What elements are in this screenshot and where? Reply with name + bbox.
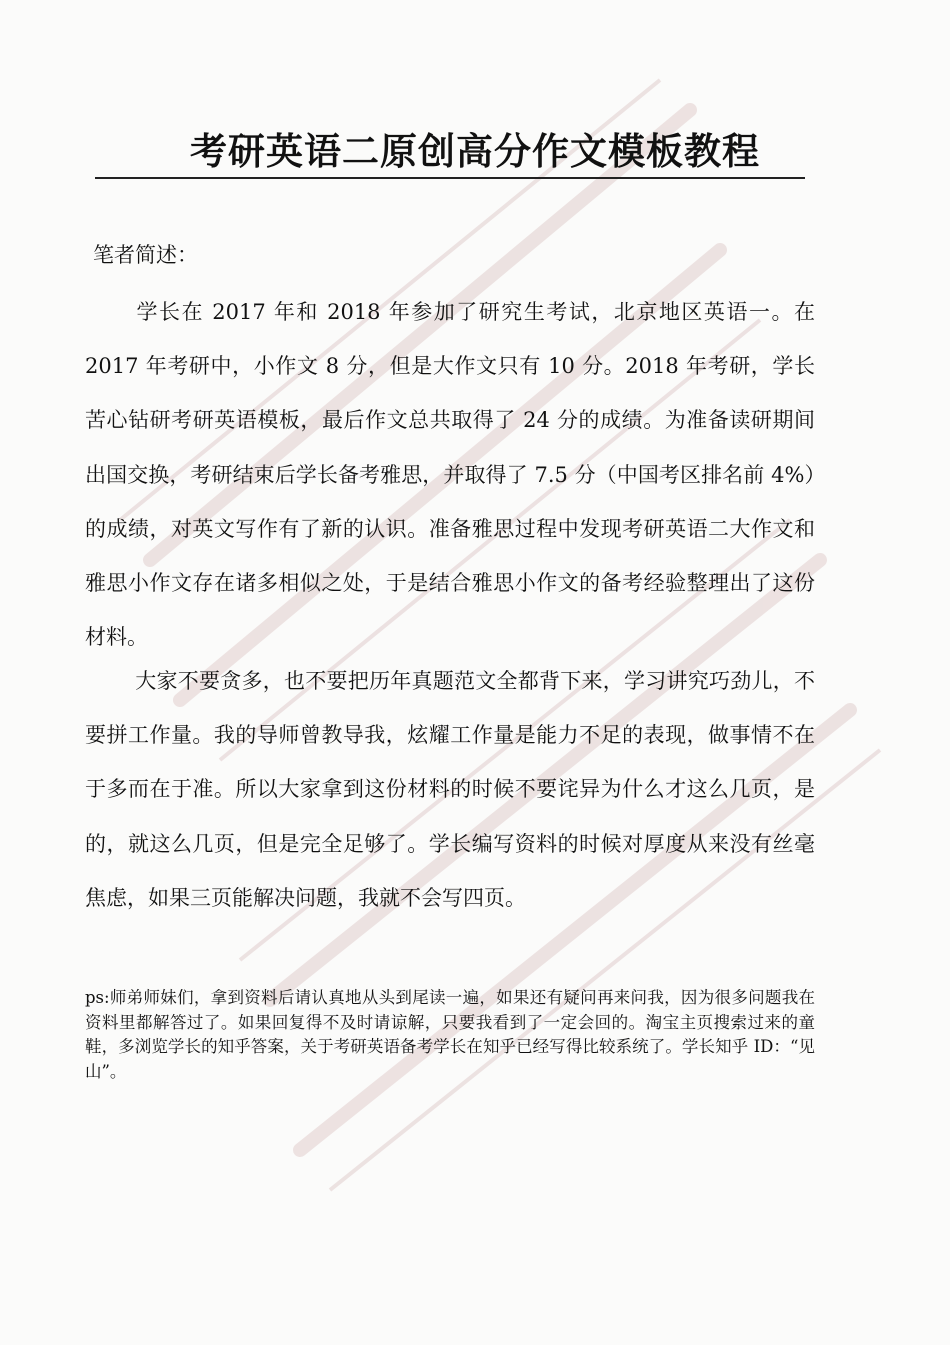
paragraph-text: 大家不要贪多，也不要把历年真题范文全都背下来，学习讲究巧劲儿，不要拼工作量。我的导师曾教导我，炫耀工作量是能力不足的表现，做事情不在于多而在于准。所以大家拿到这份材料的时候不要诧异为什么才这么几页，是的，就这么几页，但是完全足够了。学长编写资料的时候对厚度从来没有丝毫焦虑，如果三页能解决问题，我就不会写四页。 [85, 669, 815, 910]
ps-note: ps:师弟师妹们，拿到资料后请认真地从头到尾读一遍，如果还有疑问再来问我，因为很多问题我在资料里都解答过了。如果回复得不及时请谅解，只要我看到了一定会回的。淘宝主页搜索过来的童鞋，多浏览学长的知乎答案，关于考研英语备考学长在知乎已经写得比较系统了。学长知乎 ID：“见山”。 [85, 988, 815, 1081]
document-title: 考研英语二原创高分作文模板教程 [190, 129, 760, 173]
advice-paragraph [85, 654, 815, 925]
paragraph-text: 学长在 2017 年和 2018 年参加了研究生考试，北京地区英语一。在 2017 年考研中，小作文 8 分，但是大作文只有 10 分。2018 年考研，学长苦心钻研考研英语模板，最后作文总共取得了 24 分的成绩。为准备读研期间出国交换，考研结束后学长备考雅思，并取得了 7.5 分（中国考区排名前 4%）的成绩，对英文写作有了新的认识。准备雅思过程中发现考研英语二大作文和雅思小作文存在诸多相似之处，于是结合雅思小作文的备考经验整理出了这份材料。 [85, 300, 815, 650]
title-divider [95, 177, 805, 179]
intro-label: 笔者简述： [93, 243, 198, 267]
intro-paragraph [85, 285, 815, 664]
